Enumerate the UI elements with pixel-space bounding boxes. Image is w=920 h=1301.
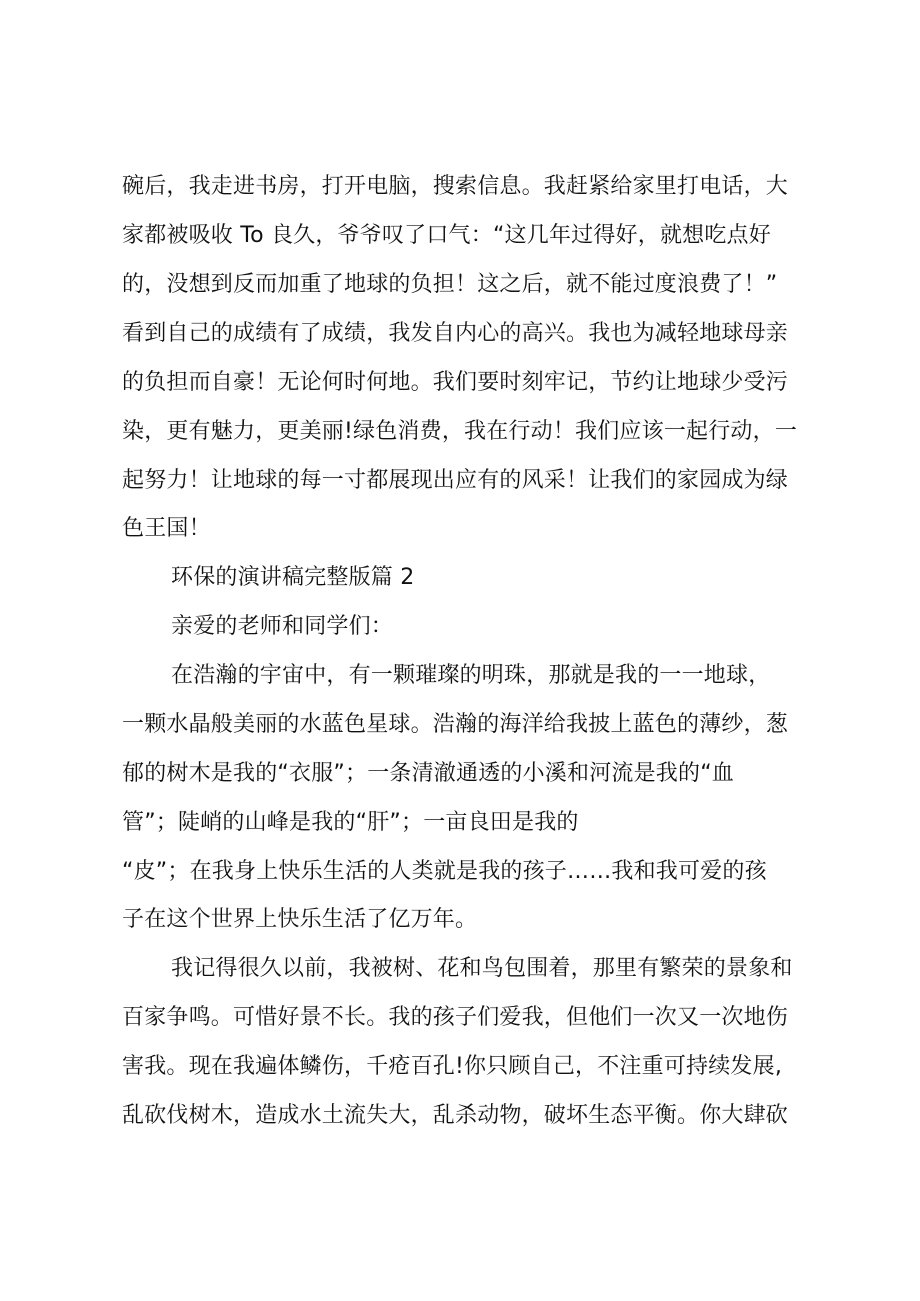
text-line: 碗后，我走进书房，打开电脑，搜索信息。我赶紧给家里打电话，大	[122, 174, 789, 199]
text-line: 看到自己的成绩有了成绩，我发自内心的高兴。我也为减轻地球母亲	[122, 321, 789, 346]
text-line: 我记得很久以前，我被树、花和鸟包围着，那里有繁荣的景象和	[171, 956, 793, 981]
text-line: 染，更有魅力，更美丽!绿色消费，我在行动！我们应该一起行动，一	[122, 419, 798, 444]
text-line: 乱砍伐树木，造成水土流失大，乱杀动物，破坏生态平衡。你大肆砍	[122, 1103, 789, 1128]
text-line: 的，没想到反而加重了地球的负担！这之后，就不能过度浪费了！”	[122, 272, 778, 297]
text-line: 百家争鸣。可惜好景不长。我的孩子们爱我，但他们一次又一次地伤	[122, 1005, 789, 1030]
text-line: 起努力！让地球的每一寸都展现出应有的风采！让我们的家园成为绿	[122, 468, 789, 493]
text-line: 家都被吸收 To 良久，爷爷叹了口气：“这几年过得好，就想吃点好	[122, 223, 771, 248]
section-heading: 环保的演讲稿完整版篇 2	[171, 565, 415, 590]
text-line: 子在这个世界上快乐生活了亿万年。	[122, 907, 478, 932]
text-line: 害我。现在我遍体鳞伤，千疮百孔!你只顾自己，不注重可持续发展,	[122, 1054, 783, 1079]
text-line: 色王国！	[122, 516, 211, 541]
text-line: 一颗水晶般美丽的水蓝色星球。浩瀚的海洋给我披上蓝色的薄纱，葱	[122, 712, 789, 737]
text-line: 的负担而自豪！无论何时何地。我们要时刻牢记，节约让地球少受污	[122, 370, 789, 395]
text-line: 在浩瀚的宇宙中，有一颗璀璨的明珠，那就是我的一一地球，	[171, 663, 771, 688]
salutation: 亲爱的老师和同学们：	[171, 614, 394, 639]
text-line: 郁的树木是我的“衣服”；一条清澈通透的小溪和河流是我的“血	[122, 761, 734, 786]
text-line: “皮”；在我身上快乐生活的人类就是我的孩子……我和我可爱的孩	[122, 859, 767, 884]
text-line: 管”；陡峭的山峰是我的“肝”；一亩良田是我的	[122, 810, 579, 835]
